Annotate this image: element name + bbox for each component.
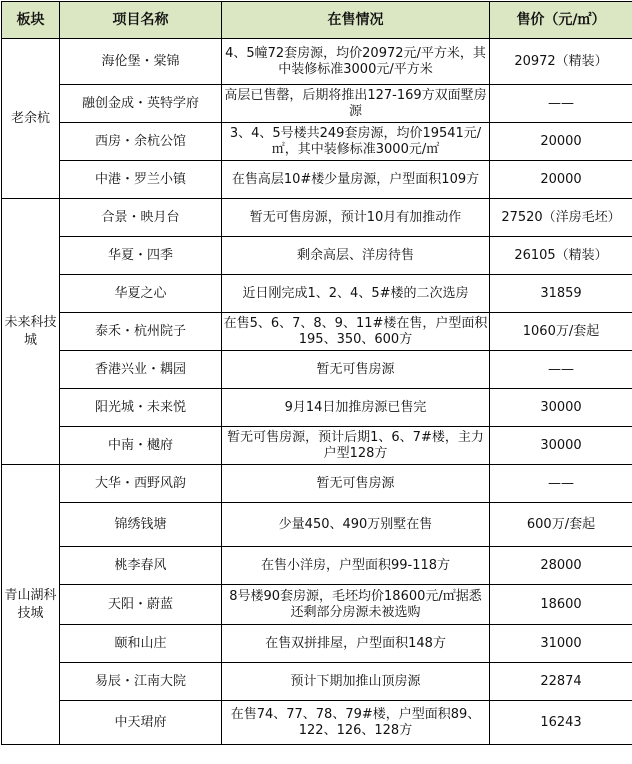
status-cell: 剩余高层、洋房待售	[222, 237, 490, 275]
status-cell: 在售双拼排屋，户型面积148方	[222, 625, 490, 663]
district-cell: 老余杭	[2, 39, 60, 199]
price-cell: 20972（精装）	[490, 39, 632, 85]
status-cell: 3、4、5号楼共249套房源，均价19541元/㎡，其中装修标准3000元/㎡	[222, 123, 490, 161]
table-row	[2, 503, 632, 547]
header-district: 板块	[2, 2, 60, 39]
table-row	[2, 701, 632, 745]
district-cell: 未来科技城	[2, 199, 60, 465]
project-cell: 中南・樾府	[60, 427, 222, 465]
header-project: 项目名称	[60, 2, 222, 39]
status-cell: 在售5、6、7、8、9、11#楼在售，户型面积195、350、600方	[222, 313, 490, 351]
price-cell: 16243	[490, 701, 632, 745]
status-cell: 8号楼90套房源，毛坯均价18600元/㎡据悉还剩部分房源未被选购	[222, 585, 490, 625]
status-cell: 高层已售罄，后期将推出127-169方双面墅房源	[222, 85, 490, 123]
district-cell: 青山湖科技城	[2, 465, 60, 745]
table-row	[2, 663, 632, 701]
table-row	[2, 85, 632, 123]
table-row	[2, 161, 632, 199]
table-row	[2, 275, 632, 313]
project-cell: 西房・余杭公馆	[60, 123, 222, 161]
project-cell: 华夏之心	[60, 275, 222, 313]
status-cell: 暂无可售房源，预计后期1、6、7#楼，主力户型128方	[222, 427, 490, 465]
table-row	[2, 123, 632, 161]
table-row	[2, 237, 632, 275]
price-cell: 26105（精装）	[490, 237, 632, 275]
price-cell: 600万/套起	[490, 503, 632, 547]
table-row	[2, 585, 632, 625]
housing-sales-table	[1, 1, 632, 745]
status-cell: 少量450、490万别墅在售	[222, 503, 490, 547]
status-cell: 4、5幢72套房源，均价20972元/平方米，其中装修标准3000元/平方米	[222, 39, 490, 85]
status-cell: 在售高层10#楼少量房源，户型面积109方	[222, 161, 490, 199]
table-row	[2, 199, 632, 237]
project-cell: 泰禾・杭州院子	[60, 313, 222, 351]
status-cell: 在售小洋房，户型面积99-118方	[222, 547, 490, 585]
price-cell: 22874	[490, 663, 632, 701]
status-cell: 在售74、77、78、79#楼，户型面积89、122、126、128方	[222, 701, 490, 745]
project-cell: 中天珺府	[60, 701, 222, 745]
table-row	[2, 351, 632, 389]
status-cell: 暂无可售房源	[222, 351, 490, 389]
project-cell: 融创金成・英特学府	[60, 85, 222, 123]
price-cell: 30000	[490, 389, 632, 427]
project-cell: 海伦堡・棠锦	[60, 39, 222, 85]
price-cell: 20000	[490, 161, 632, 199]
price-cell: 30000	[490, 427, 632, 465]
price-cell: ——	[490, 465, 632, 503]
header-price: 售价（元/㎡）	[490, 2, 632, 39]
table-row	[2, 39, 632, 85]
price-cell: 31859	[490, 275, 632, 313]
table-body	[2, 39, 632, 745]
table-row	[2, 313, 632, 351]
status-cell: 暂无可售房源，预计10月有加推动作	[222, 199, 490, 237]
table-row	[2, 389, 632, 427]
header-status: 在售情况	[222, 2, 490, 39]
status-cell: 9月14日加推房源已售完	[222, 389, 490, 427]
project-cell: 合景・映月台	[60, 199, 222, 237]
project-cell: 桃李春风	[60, 547, 222, 585]
project-cell: 易辰・江南大院	[60, 663, 222, 701]
price-cell: 27520（洋房毛坯）	[490, 199, 632, 237]
table-row	[2, 547, 632, 585]
project-cell: 颐和山庄	[60, 625, 222, 663]
header-row	[2, 2, 632, 39]
price-cell: 1060万/套起	[490, 313, 632, 351]
price-cell: ——	[490, 351, 632, 389]
table-row	[2, 465, 632, 503]
project-cell: 香港兴业・耦园	[60, 351, 222, 389]
price-cell: 20000	[490, 123, 632, 161]
table-row	[2, 427, 632, 465]
project-cell: 阳光城・未来悦	[60, 389, 222, 427]
price-cell: 31000	[490, 625, 632, 663]
status-cell: 预计下期加推山顶房源	[222, 663, 490, 701]
project-cell: 华夏・四季	[60, 237, 222, 275]
project-cell: 大华・西野风韵	[60, 465, 222, 503]
project-cell: 中港・罗兰小镇	[60, 161, 222, 199]
table-row	[2, 625, 632, 663]
price-cell: ——	[490, 85, 632, 123]
price-cell: 28000	[490, 547, 632, 585]
status-cell: 暂无可售房源	[222, 465, 490, 503]
project-cell: 锦绣钱塘	[60, 503, 222, 547]
project-cell: 天阳・蔚蓝	[60, 585, 222, 625]
price-cell: 18600	[490, 585, 632, 625]
status-cell: 近日刚完成1、2、4、5#楼的二次选房	[222, 275, 490, 313]
